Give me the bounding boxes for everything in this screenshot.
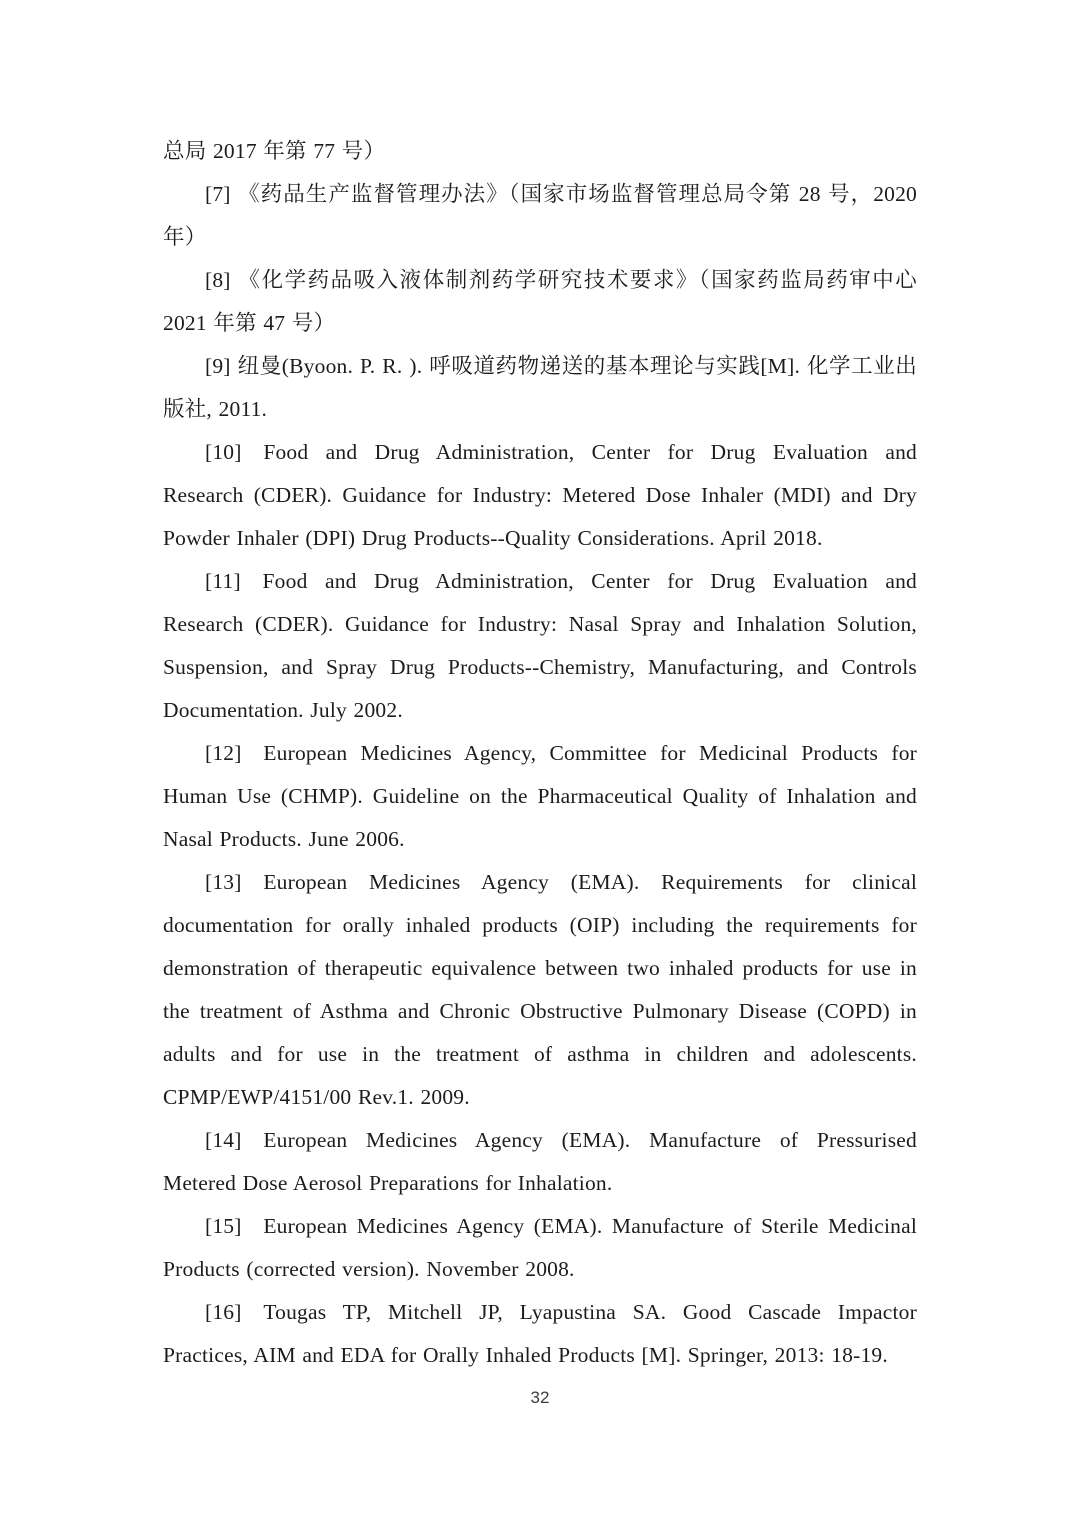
page-number: 32: [530, 1388, 550, 1407]
reference-8: [8] 《化学药品吸入液体制剂药学研究技术要求》（国家药监局药审中心 2021 年第 47 号）: [163, 268, 917, 335]
reference-continuation-line: 总局 2017 年第 77 号）: [163, 139, 386, 163]
reference-7: [7] 《药品生产监督管理办法》（国家市场监督管理总局令第 28 号，2020 年）: [163, 182, 917, 249]
reference-10: [10] Food and Drug Administration, Center for Drug Evaluation and Research (CDER). Guidance for Industry: Metered Dose Inhaler (MDI) and Dry Powder Inhaler (DPI) Drug Products--Quality Considerations. April 2018.: [163, 440, 917, 550]
reference-11: [11] Food and Drug Administration, Center for Drug Evaluation and Research (CDER). Guidance for Industry: Nasal Spray and Inhalation Solution, Suspension, and Spray Drug Products--Chemistry, Manufacturing, and Controls Documentation. July 2002.: [163, 569, 917, 722]
references-list: [163, 130, 917, 1377]
reference-16: [16] Tougas TP, Mitchell JP, Lyapustina SA. Good Cascade Impactor Practices, AIM and EDA for Orally Inhaled Products [M]. Springer, 2013: 18-19.: [163, 1300, 917, 1367]
reference-12: [12] European Medicines Agency, Committee for Medicinal Products for Human Use (CHMP). Guideline on the Pharmaceutical Quality of Inhalation and Nasal Products. June 2006.: [163, 741, 917, 851]
reference-14: [14] European Medicines Agency (EMA). Manufacture of Pressurised Metered Dose Aerosol Preparations for Inhalation.: [163, 1128, 917, 1195]
reference-13: [13] European Medicines Agency (EMA). Requirements for clinical documentation for orally inhaled products (OIP) including the requirements for demonstration of therapeutic equivalence between two inhaled products for use in the treatment of Asthma and Chronic Obstructive Pulmonary Disease (COPD) in adults and for use in the treatment of asthma in children and adolescents. CPMP/EWP/4151/00 Rev.1. 2009.: [163, 870, 917, 1109]
reference-15: [15] European Medicines Agency (EMA). Manufacture of Sterile Medicinal Products (corrected version). November 2008.: [163, 1214, 917, 1281]
reference-9: [9] 纽曼(Byoon. P. R. ). 呼吸道药物递送的基本理论与实践[M]. 化学工业出版社, 2011.: [163, 354, 917, 421]
